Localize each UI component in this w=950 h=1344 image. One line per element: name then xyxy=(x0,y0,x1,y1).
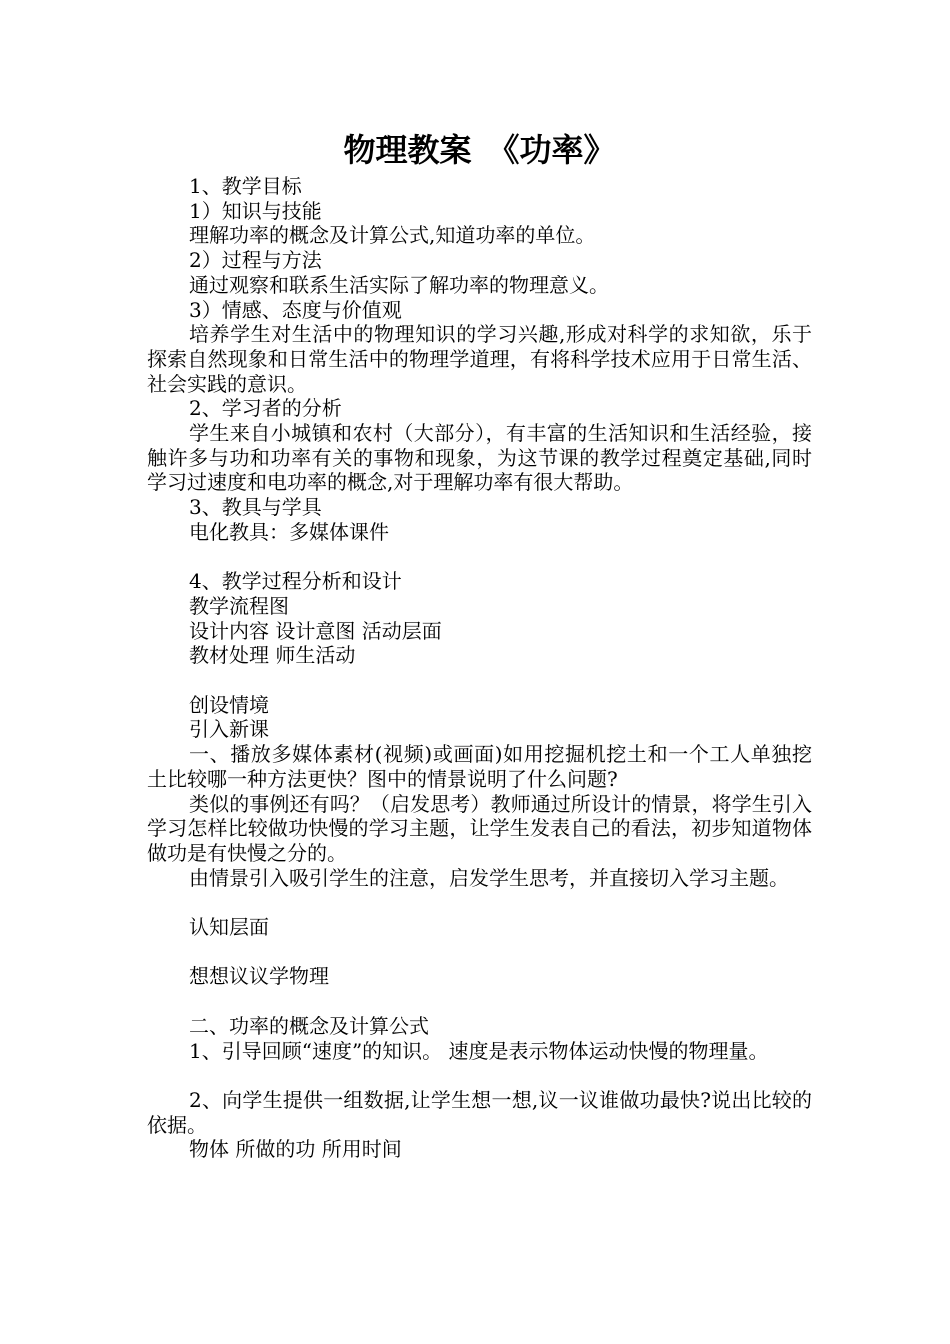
paragraph: 教学流程图 xyxy=(189,593,289,618)
document-body xyxy=(147,174,812,1162)
blank-line xyxy=(147,545,812,570)
paragraph: 3）情感、态度与价值观 xyxy=(189,297,402,322)
paragraph: 想想议议学物理 xyxy=(189,964,329,989)
paragraph: 学生来自小城镇和农村（大部分），有丰富的生活知识和生活经验，接触许多与功和功率有关的事物和现象，为这节课的教学过程奠定基础,同时学习过速度和电功率的概念,对于理解功率有很大帮助。 xyxy=(147,421,812,495)
paragraph: 3、教具与学具 xyxy=(189,495,322,520)
paragraph: 1、引导回顾“速度”的知识。 速度是表示物体运动快慢的物理量。 xyxy=(189,1038,769,1063)
paragraph: 二、功率的概念及计算公式 xyxy=(189,1013,429,1038)
paragraph: 1）知识与技能 xyxy=(189,198,322,223)
paragraph: 教材处理 师生活动 xyxy=(189,643,356,668)
blank-line xyxy=(147,890,812,915)
paragraph: 物体 所做的功 所用时间 xyxy=(189,1137,402,1162)
paragraph: 1、教学目标 xyxy=(189,174,302,198)
document-page xyxy=(147,128,812,1162)
paragraph: 一、播放多媒体素材(视频)或画面)如用挖掘机挖土和一个工人单独挖土比较哪一种方法更快？图中的情景说明了什么问题? xyxy=(147,742,812,791)
paragraph: 认知层面 xyxy=(189,915,269,940)
paragraph: 4、教学过程分析和设计 xyxy=(189,569,402,594)
paragraph: 理解功率的概念及计算公式,知道功率的单位。 xyxy=(189,223,596,248)
paragraph: 引入新课 xyxy=(189,717,269,742)
paragraph: 通过观察和联系生活实际了解功率的物理意义。 xyxy=(189,272,609,297)
blank-line xyxy=(147,940,812,965)
paragraph: 创设情境 xyxy=(189,692,269,717)
paragraph: 设计内容 设计意图 活动层面 xyxy=(189,618,442,643)
paragraph: 由情景引入吸引学生的注意，启发学生思考，并直接切入学习主题。 xyxy=(189,865,789,890)
blank-line xyxy=(147,1063,812,1088)
blank-line xyxy=(147,668,812,693)
paragraph: 培养学生对生活中的物理知识的学习兴趣,形成对科学的求知欲，乐于探索自然现象和日常生活中的物理学道理，有将科学技术应用于日常生活、社会实践的意识。 xyxy=(147,322,812,396)
document-title: 物理教案 《功率》 xyxy=(343,131,616,169)
paragraph: 电化教具：多媒体课件 xyxy=(189,519,389,544)
paragraph: 类似的事例还有吗？（启发思考）教师通过所设计的情景，将学生引入学习怎样比较做功快慢的学习主题，让学生发表自己的看法，初步知道物体做功是有快慢之分的。 xyxy=(147,791,812,865)
paragraph: 2）过程与方法 xyxy=(189,248,322,273)
paragraph: 2、向学生提供一组数据,让学生想一想,议一议谁做功最快?说出比较的依据。 xyxy=(147,1087,812,1137)
blank-line xyxy=(147,989,812,1014)
paragraph: 2、学习者的分析 xyxy=(189,396,342,421)
